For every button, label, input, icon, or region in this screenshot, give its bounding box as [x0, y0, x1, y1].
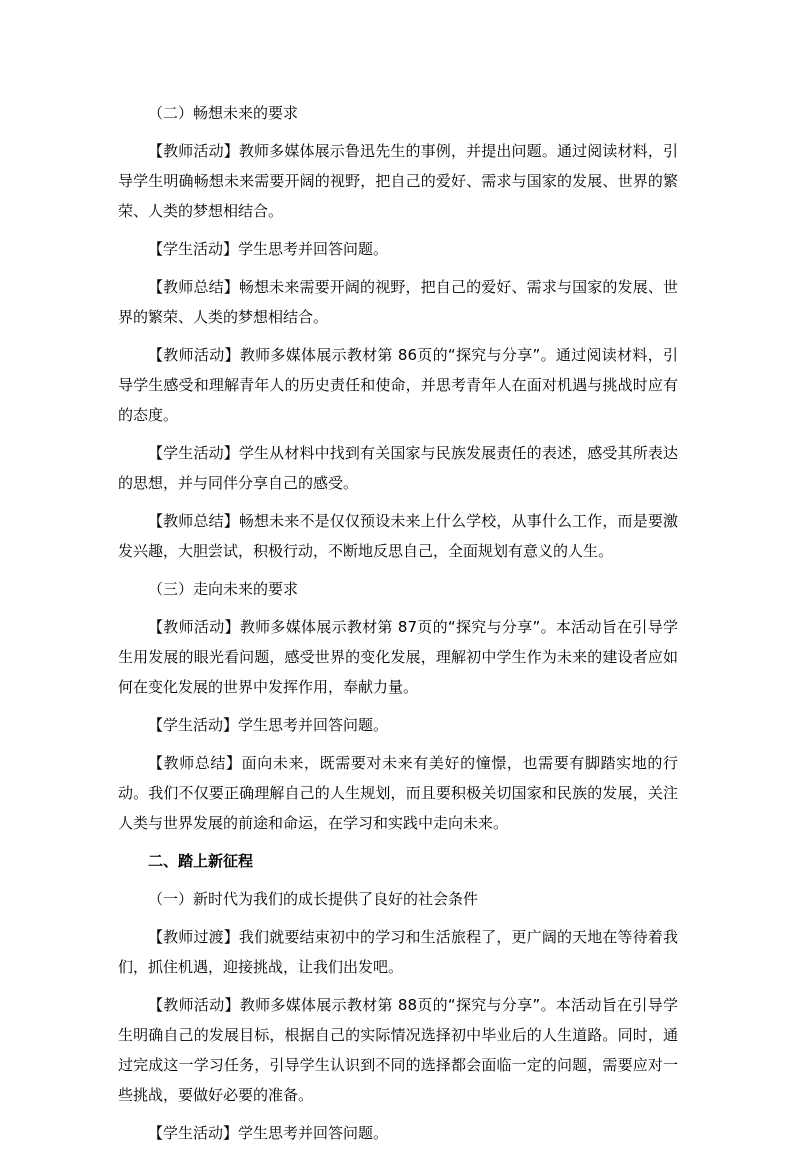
paragraph-text: 畅想未来需要开阔的视野，把自己的爱好、需求与国家的发展、世界的繁荣、人类的梦想相结合。	[118, 278, 678, 326]
paragraph-tag: 【教师活动】	[148, 618, 240, 636]
paragraph-tag: 【学生活动】	[148, 240, 239, 258]
paragraph-tag: 【教师总结】	[148, 512, 239, 530]
teacher-activity-paragraph	[118, 340, 678, 430]
document-body	[118, 98, 678, 1156]
teacher-activity-paragraph	[118, 612, 678, 702]
teacher-activity-paragraph	[118, 990, 678, 1110]
teacher-summary-paragraph	[118, 506, 678, 566]
paragraph-tag: 【教师总结】	[148, 278, 239, 296]
paragraph-tag: 【教师活动】	[148, 996, 240, 1014]
paragraph-tag: 【教师活动】	[148, 346, 240, 364]
subsection-heading-1: （一）新时代为我们的成长提供了良好的社会条件	[148, 890, 479, 908]
paragraph-tag: 【教师总结】	[148, 754, 242, 772]
paragraph-text: 教师多媒体展示教材第 87页的“探究与分享”。本活动旨在引导学生用发展的眼光看问题，感受世界的变化发展，理解初中学生作为未来的建设者应如何在变化发展的世界中发挥作用，奉献力量。	[118, 618, 678, 696]
paragraph-tag: 【学生活动】	[148, 716, 239, 734]
paragraph-text: 面向未来，既需要对未来有美好的憧憬，也需要有脚踏实地的行动。我们不仅要正确理解自己的人生规划，而且要积极关切国家和民族的发展，关注人类与世界发展的前途和命运，在学习和实践中走向未来。	[118, 754, 678, 832]
paragraph-tag: 【教师活动】	[148, 142, 239, 160]
paragraph-tag: 【教师过渡】	[148, 928, 239, 946]
section-heading-2: （二）畅想未来的要求	[148, 104, 299, 122]
teacher-activity-paragraph	[118, 136, 678, 226]
paragraph-text: 教师多媒体展示教材第 88页的“探究与分享”。本活动旨在引导学生明确自己的发展目标，根据自己的实际情况选择初中毕业后的人生道路。同时，通过完成这一学习任务，引导学生认识到不同的选择都会面临一定的问题，需要应对一些挑战，要做好必要的准备。	[118, 996, 678, 1104]
paragraph-tag: 【学生活动】	[148, 444, 239, 462]
paragraph-text: 畅想未来不是仅仅预设未来上什么学校，从事什么工作，而是要激发兴趣，大胆尝试，积极行动，不断地反思自己，全面规划有意义的人生。	[118, 512, 678, 560]
paragraph-text: 教师多媒体展示教材第 86页的“探究与分享”。通过阅读材料，引导学生感受和理解青年人的历史责任和使命，并思考青年人在面对机遇与挑战时应有的态度。	[118, 346, 678, 424]
paragraph-text: 学生思考并回答问题。	[238, 240, 389, 258]
teacher-summary-paragraph	[118, 748, 678, 838]
paragraph-text: 学生思考并回答问题。	[238, 716, 389, 734]
paragraph-text: 教师多媒体展示鲁迅先生的事例，并提出问题。通过阅读材料，引导学生明确畅想未来需要开阔的视野，把自己的爱好、需求与国家的发展、世界的繁荣、人类的梦想相结合。	[118, 142, 678, 220]
student-activity-paragraph	[118, 438, 678, 498]
teacher-transition-paragraph	[118, 922, 678, 982]
paragraph-text: 学生思考并回答问题。	[238, 1124, 389, 1142]
teacher-summary-paragraph	[118, 272, 678, 332]
paragraph-text: 学生从材料中找到有关国家与民族发展责任的表述，感受其所表达的思想，并与同伴分享自己的感受。	[118, 444, 678, 492]
chapter-heading: 二、踏上新征程	[148, 852, 254, 870]
student-activity-paragraph	[118, 234, 678, 264]
student-activity-paragraph	[118, 710, 678, 740]
paragraph-tag: 【学生活动】	[148, 1124, 239, 1142]
section-heading-3: （三）走向未来的要求	[148, 580, 299, 598]
paragraph-text: 我们就要结束初中的学习和生活旅程了，更广阔的天地在等待着我们，抓住机遇，迎接挑战，让我们出发吧。	[118, 928, 678, 976]
